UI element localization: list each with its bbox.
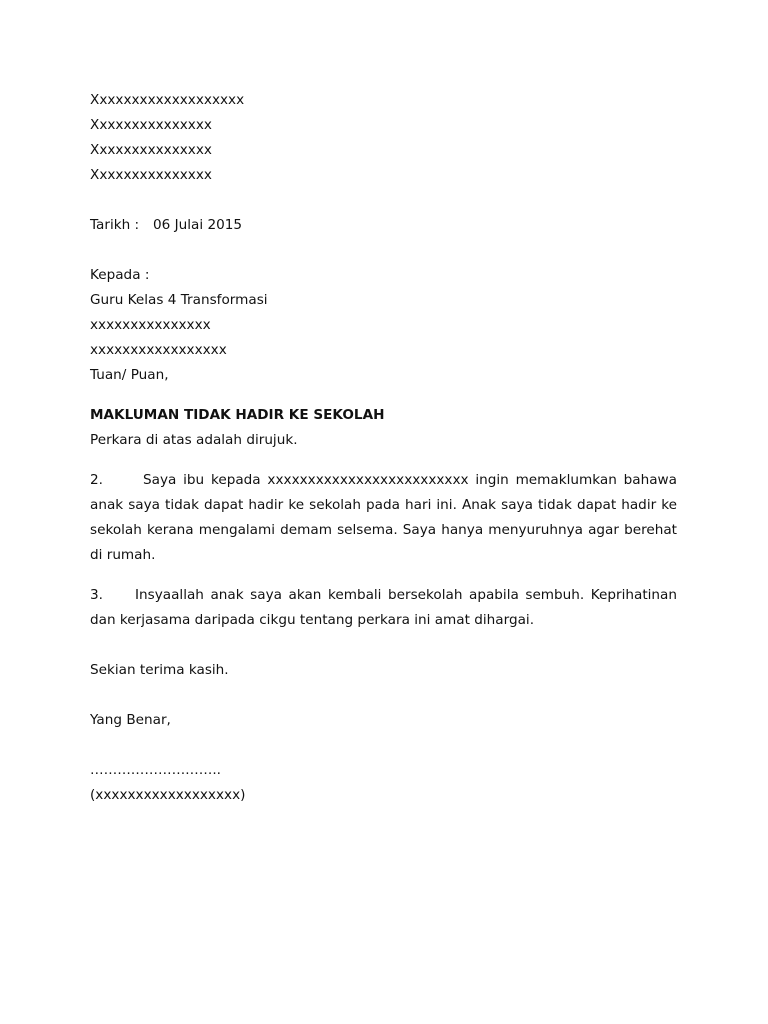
recipient-kepada: Kepada : <box>90 267 150 283</box>
closing: Sekian terima kasih. <box>90 662 229 678</box>
paragraph-2 <box>90 468 677 568</box>
date-value: 06 Julai 2015 <box>153 217 243 233</box>
paragraph-text: Saya ibu kepada xxxxxxxxxxxxxxxxxxxxxxxxx ingin memaklumkan bahawa anak saya tidak dapat hadir ke sekolah pada hari ini. Anak saya tidak dapat hadir ke sekolah kerana mengalami demam selsema. Saya hanya menyuruhnya agar berehat di rumah. <box>90 472 677 563</box>
paragraph-number: 3. <box>90 587 103 603</box>
signature-line: ……………………….. <box>90 762 221 778</box>
sender-line-4: Xxxxxxxxxxxxxxx <box>90 167 212 183</box>
reference-line: Perkara di atas adalah dirujuk. <box>90 432 298 448</box>
date-label: Tarikh : <box>90 217 140 233</box>
recipient-line-2: xxxxxxxxxxxxxxx <box>90 317 211 333</box>
sender-line-2: Xxxxxxxxxxxxxxx <box>90 117 212 133</box>
subject-heading: MAKLUMAN TIDAK HADIR KE SEKOLAH <box>90 407 385 423</box>
paragraph-3 <box>90 583 677 633</box>
recipient-address <box>90 263 677 388</box>
date-row <box>90 213 677 238</box>
recipient-line-3: xxxxxxxxxxxxxxxxx <box>90 342 227 358</box>
sender-line-3: Xxxxxxxxxxxxxxx <box>90 142 212 158</box>
sender-address <box>90 88 677 188</box>
paragraph-number: 2. <box>90 472 103 488</box>
recipient-line-1: Guru Kelas 4 Transformasi <box>90 292 268 308</box>
paragraph-text: Insyaallah anak saya akan kembali bersekolah apabila sembuh. Keprihatinan dan kerjasama daripada cikgu tentang perkara ini amat dihargai. <box>90 587 677 628</box>
signature-name: (xxxxxxxxxxxxxxxxxx) <box>90 787 246 803</box>
salutation: Tuan/ Puan, <box>90 367 169 383</box>
sign-off: Yang Benar, <box>90 712 171 728</box>
letter <box>90 88 677 808</box>
sender-line-1: Xxxxxxxxxxxxxxxxxxx <box>90 92 245 108</box>
